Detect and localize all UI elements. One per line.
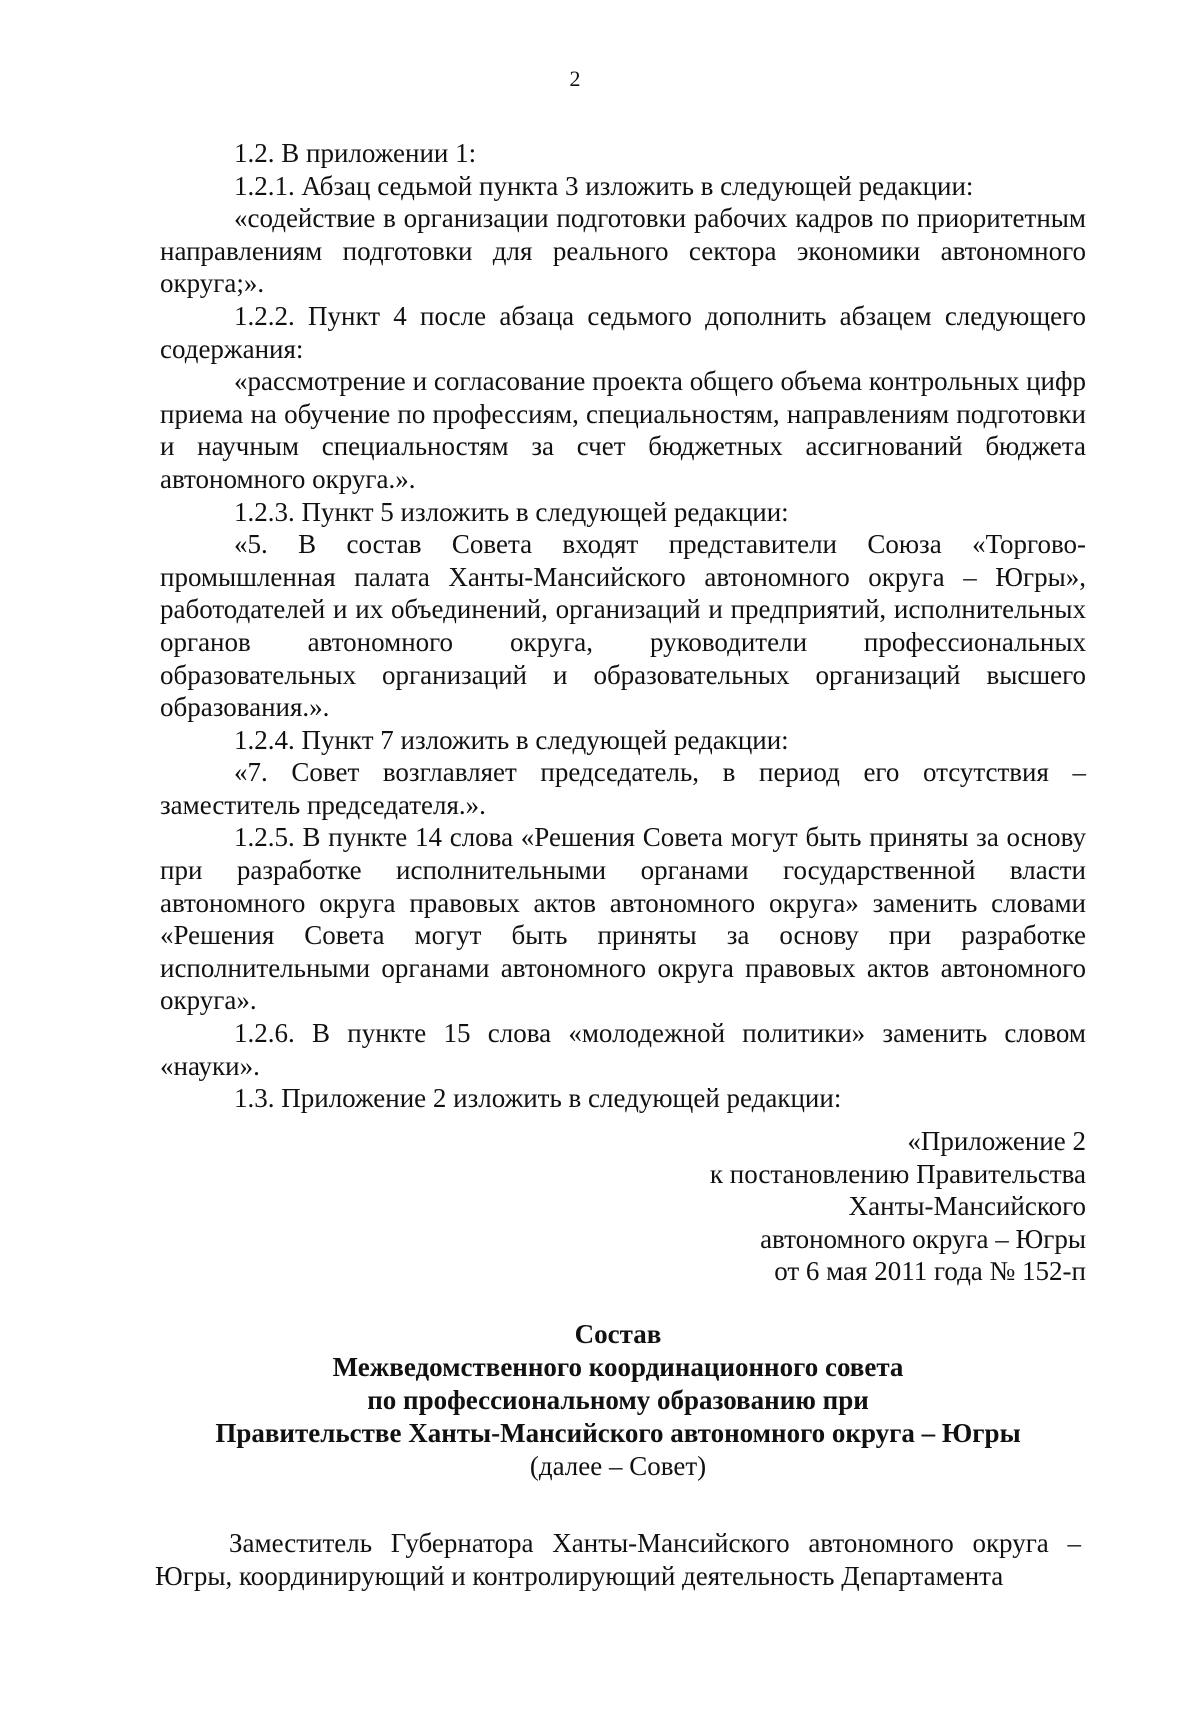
title-line: Правительстве Ханты-Мансийского автономного округа – Югры bbox=[215, 1418, 1021, 1448]
paragraph: «5. В состав Совета входят представители Союза «Торгово-промышленная палата Ханты-Мансийского автономного округа – Югры», работодателей и их объединений, организаций и предприятий, исполнительных органов автономного округа, руководители профессиональных образовательных организаций и образовательных организаций высшего образования.». bbox=[160, 529, 1086, 723]
paragraph: «7. Совет возглавляет председатель, в период его отсутствия – заместитель председателя.». bbox=[160, 757, 1086, 820]
paragraph: «содействие в организации подготовки рабочих кадров по приоритетным направлениям подготовки для реального сектора экономики автономного округа;». bbox=[160, 203, 1086, 299]
approval-line: к постановлению Правительства bbox=[709, 1158, 1086, 1189]
paragraph: «рассмотрение и согласование проекта общего объема контрольных цифр приема на обучение по профессиям, специальностям, направлениям подготовки и научным специальностям за счет бюджетных ассигнований бюджета автономного округа.». bbox=[160, 366, 1086, 494]
approval-line: «Приложение 2 bbox=[907, 1126, 1086, 1156]
closing-paragraph: Заместитель Губернатора Ханты-Мансийского автономного округа – Югры, координирующий и контролирующий деятельность Департамента bbox=[155, 1528, 1081, 1591]
page-number: 2 bbox=[569, 66, 581, 91]
document-body bbox=[160, 137, 1086, 1115]
paragraph: 1.2.2. Пункт 4 после абзаца седьмого дополнить абзацем следующего содержания: bbox=[160, 300, 1086, 364]
paragraph: 1.3. Приложение 2 изложить в следующей редакции: bbox=[234, 1083, 842, 1114]
paragraph: 1.2.1. Абзац седьмой пункта 3 изложить в следующей редакции: bbox=[234, 170, 974, 201]
title-line: Состав bbox=[574, 1319, 662, 1349]
approval-line: Ханты-Мансийского bbox=[848, 1191, 1086, 1222]
title-line: Межведомственного координационного совета bbox=[332, 1352, 904, 1382]
title-subtitle: (далее – Совет) bbox=[529, 1451, 707, 1481]
paragraph: 1.2.5. В пункте 14 слова «Решения Совета могут быть приняты за основу при разработке исполнительными органами государственной власти автономного округа правовых актов автономного округа» заменить словами «Решения Совета могут быть приняты за основу при разработке исполнительными органами автономного округа правовых актов автономного округа». bbox=[160, 822, 1086, 1016]
paragraph: 1.2.3. Пункт 5 изложить в следующей редакции: bbox=[234, 496, 789, 527]
approval-block bbox=[600, 1125, 1086, 1288]
paragraph: 1.2.4. Пункт 7 изложить в следующей редакции: bbox=[234, 724, 789, 755]
document-title bbox=[150, 1318, 1086, 1483]
approval-line: автономного округа – Югры bbox=[760, 1223, 1086, 1254]
paragraph: 1.2.6. В пункте 15 слова «молодежной политики» заменить словом «науки». bbox=[160, 1018, 1086, 1081]
approval-line: от 6 мая 2011 года № 152-п bbox=[774, 1256, 1086, 1287]
title-line: по профессиональному образованию при bbox=[367, 1385, 869, 1415]
paragraph: 1.2. В приложении 1: bbox=[234, 138, 477, 168]
